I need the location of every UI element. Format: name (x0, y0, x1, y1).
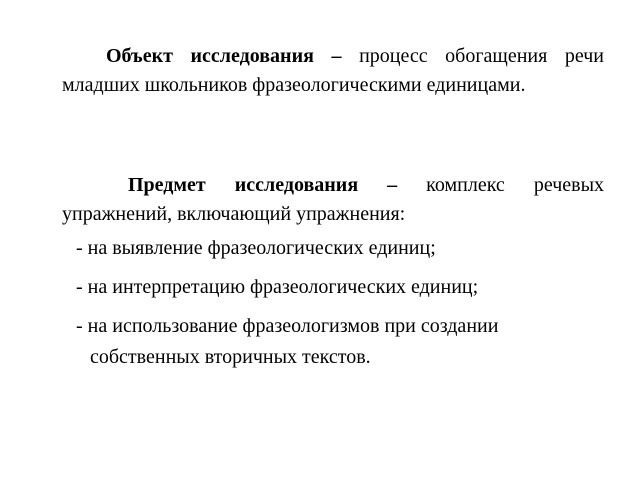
list-item-identification: - на выявление фразеологических единиц; (76, 237, 436, 259)
subject-term: Предмет исследования – (128, 174, 398, 196)
list-item-usage-continuation: собственных вторичных текстов. (90, 346, 371, 368)
subject-paragraph (62, 171, 604, 229)
list-item-interpretation: - на интерпретацию фразеологических единиц; (76, 276, 479, 298)
list-item-usage: - на использование фразеологизмов при создании (76, 315, 499, 337)
object-term: Объект исследования – (106, 45, 342, 67)
subject-text: комплекс речевых упражнений, включающий упражнения: (62, 174, 605, 225)
object-paragraph (62, 42, 604, 100)
object-text: процесс обогащения речи младших школьников фразеологическими единицами. (62, 45, 605, 96)
